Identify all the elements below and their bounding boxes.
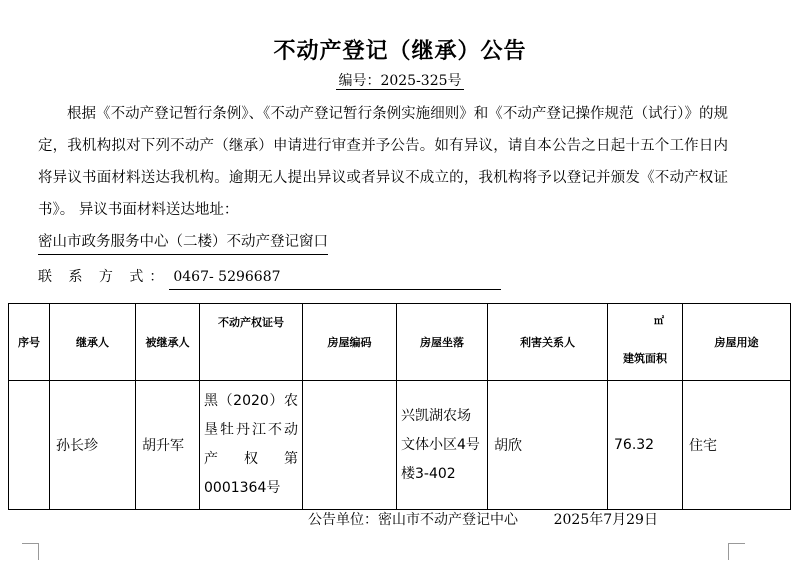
footer-unit: 密山市不动产登记中心: [378, 512, 518, 528]
header-deceased: 被继承人: [136, 304, 200, 381]
page-corner-mark-left: [22, 543, 39, 560]
header-area-label: 建筑面积: [623, 352, 667, 365]
document-number-text: 编号：2025-325号: [338, 73, 462, 89]
table-header-row: [9, 304, 791, 381]
contact-line: [38, 265, 501, 290]
cell-house-code: [303, 381, 397, 510]
table-row: [9, 381, 791, 510]
cell-location: 兴凯湖农场文体小区4号楼3-402: [397, 381, 488, 510]
document-number: [0, 70, 800, 90]
cell-deceased: 胡升军: [136, 381, 200, 510]
header-seq: 序号: [9, 304, 50, 381]
footer-unit-label: 公告单位：: [308, 512, 378, 528]
cell-interested-party: 胡欣: [488, 381, 608, 510]
cell-usage: 住宅: [683, 381, 791, 510]
header-house-code: 房屋编码: [303, 304, 397, 381]
objection-address: 密山市政务服务中心（二楼）不动产登记窗口: [38, 230, 328, 255]
page-corner-mark-right: [728, 543, 745, 560]
cell-area: 76.32: [608, 381, 683, 510]
header-location: 房屋坐落: [397, 304, 488, 381]
footer: [308, 509, 658, 529]
footer-date: 2025年7月29日: [553, 512, 658, 528]
header-cert: 不动产权证号: [200, 304, 303, 381]
notice-body: 根据《不动产登记暂行条例》、《不动产登记暂行条例实施细则》和《不动产登记操作规范（试行）》的规定，我机构拟对下列不动产（继承）申请进行审查并予公告。如有异议，请自本公告之日起十五个工作日内将异议书面材料送达我机构。逾期无人提出异议或者异议不成立的，我机构将予以登记并颁发《不动产权证书》。 异议书面材料送达地址：: [38, 106, 728, 218]
registration-table: [8, 303, 791, 510]
header-area: [608, 304, 683, 381]
header-area-unit: ㎡: [654, 316, 664, 327]
cell-heir: 孙长珍: [50, 381, 136, 510]
header-heir: 继承人: [50, 304, 136, 381]
cell-seq: [9, 381, 50, 510]
cell-cert: 黑（2020）农垦牡丹江不动产权第0001364号: [200, 381, 303, 510]
header-usage: 房屋用途: [683, 304, 791, 381]
contact-phone: 0467- 5296687: [169, 265, 501, 290]
contact-label: 联 系 方 式：: [38, 269, 170, 285]
notice-title: 不动产登记（继承）公告: [273, 39, 527, 64]
header-interested-party: 利害关系人: [488, 304, 608, 381]
